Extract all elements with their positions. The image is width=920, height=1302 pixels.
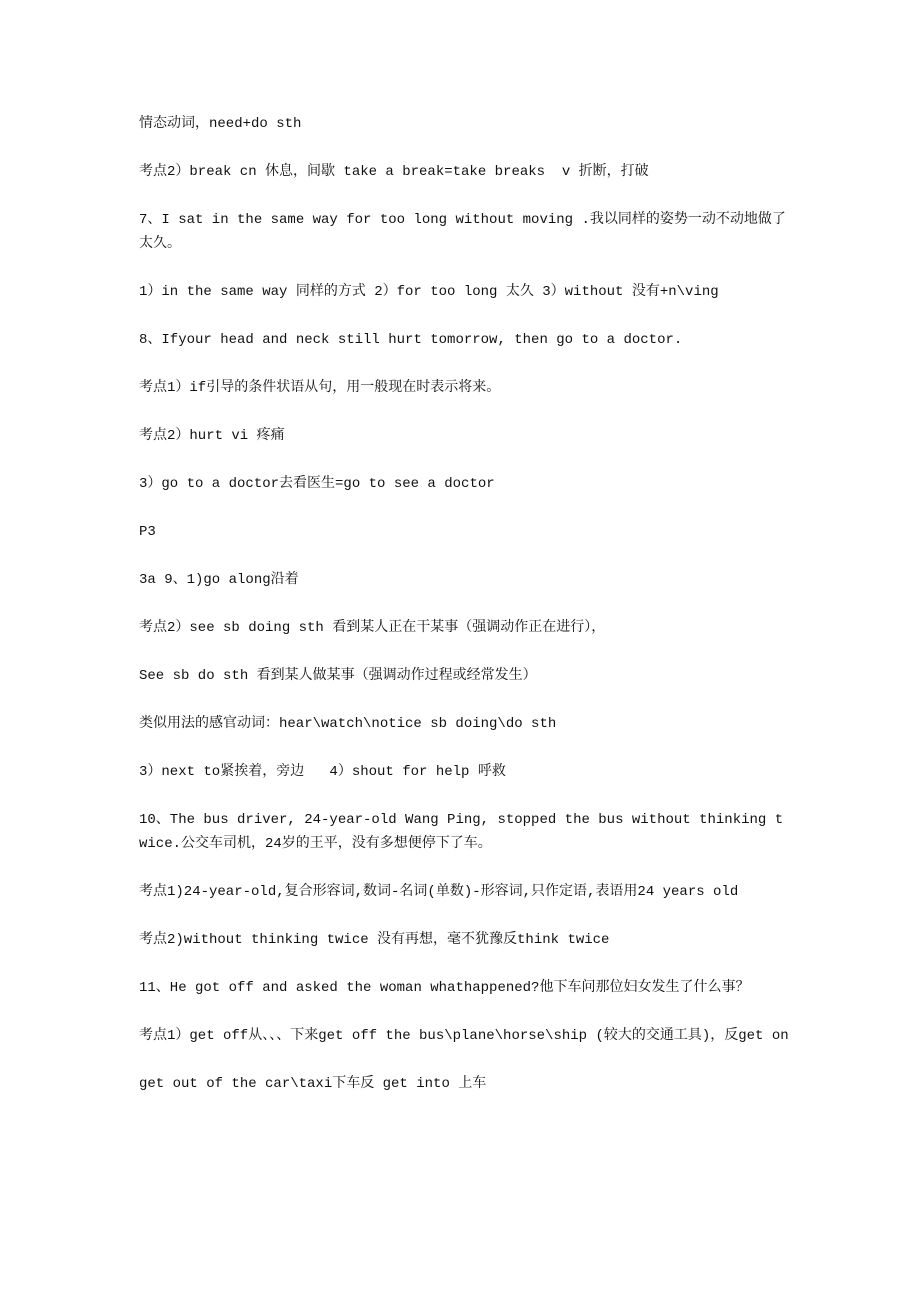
sentence-9-point-1: 3a 9、1)go along沿着	[139, 572, 299, 588]
sentence-10-point-2: 考点2)without thinking twice 没有再想，毫不犹豫反think twice	[139, 932, 610, 948]
sentence-8-point-2: 考点2）hurt vi 疼痛	[139, 428, 285, 444]
sense-verbs-note: 类似用法的感官动词：hear\watch\notice sb doing\do sth	[139, 716, 557, 732]
note-modal-verb-need: 情态动词，need+do sth	[139, 116, 302, 132]
sentence-10: 10、The bus driver, 24-year-old Wang Ping, stopped the bus without thinking twice.公交车司机，24岁的王平，没有多想便停下了车。	[139, 812, 784, 852]
sentence-7-phrases: 1）in the same way 同样的方式 2）for too long 太久 3）without 没有+n\ving	[139, 284, 719, 300]
sentence-8-point-1: 考点1）if引导的条件状语从句，用一般现在时表示将来。	[139, 380, 501, 396]
sentence-11: 11、He got off and asked the woman whathappened?他下车问那位妇女发生了什么事？	[139, 980, 750, 996]
sentence-9-points-3-4: 3）next to紧挨着，旁边 4）shout for help 呼救	[139, 764, 506, 780]
get-out-of-note: get out of the car\taxi下车反 get into 上车	[139, 1076, 487, 1092]
section-heading-p3: P3	[139, 524, 156, 540]
point-2-break: 考点2）break cn 休息，间歇 take a break=take breaks v 折断，打破	[139, 164, 649, 180]
sentence-11-point-1: 考点1）get off从、、、下来get off the bus\plane\horse\ship (较大的交通工具)，反get on	[139, 1028, 789, 1044]
document-page	[139, 112, 789, 1120]
sentence-7: 7、I sat in the same way for too long without moving .我以同样的姿势一动不动地做了太久。	[139, 212, 786, 252]
sentence-8-point-3: 3）go to a doctor去看医生=go to see a doctor	[139, 476, 495, 492]
sentence-10-point-1: 考点1)24-year-old,复合形容词,数词-名词(单数)-形容词,只作定语,表语用24 years old	[139, 884, 739, 900]
see-sb-do-sth-note: See sb do sth 看到某人做某事（强调动作过程或经常发生）	[139, 668, 537, 684]
sentence-9-point-2: 考点2）see sb doing sth 看到某人正在干某事（强调动作正在进行），	[139, 620, 606, 636]
sentence-8: 8、Ifyour head and neck still hurt tomorrow, then go to a doctor.	[139, 332, 683, 348]
